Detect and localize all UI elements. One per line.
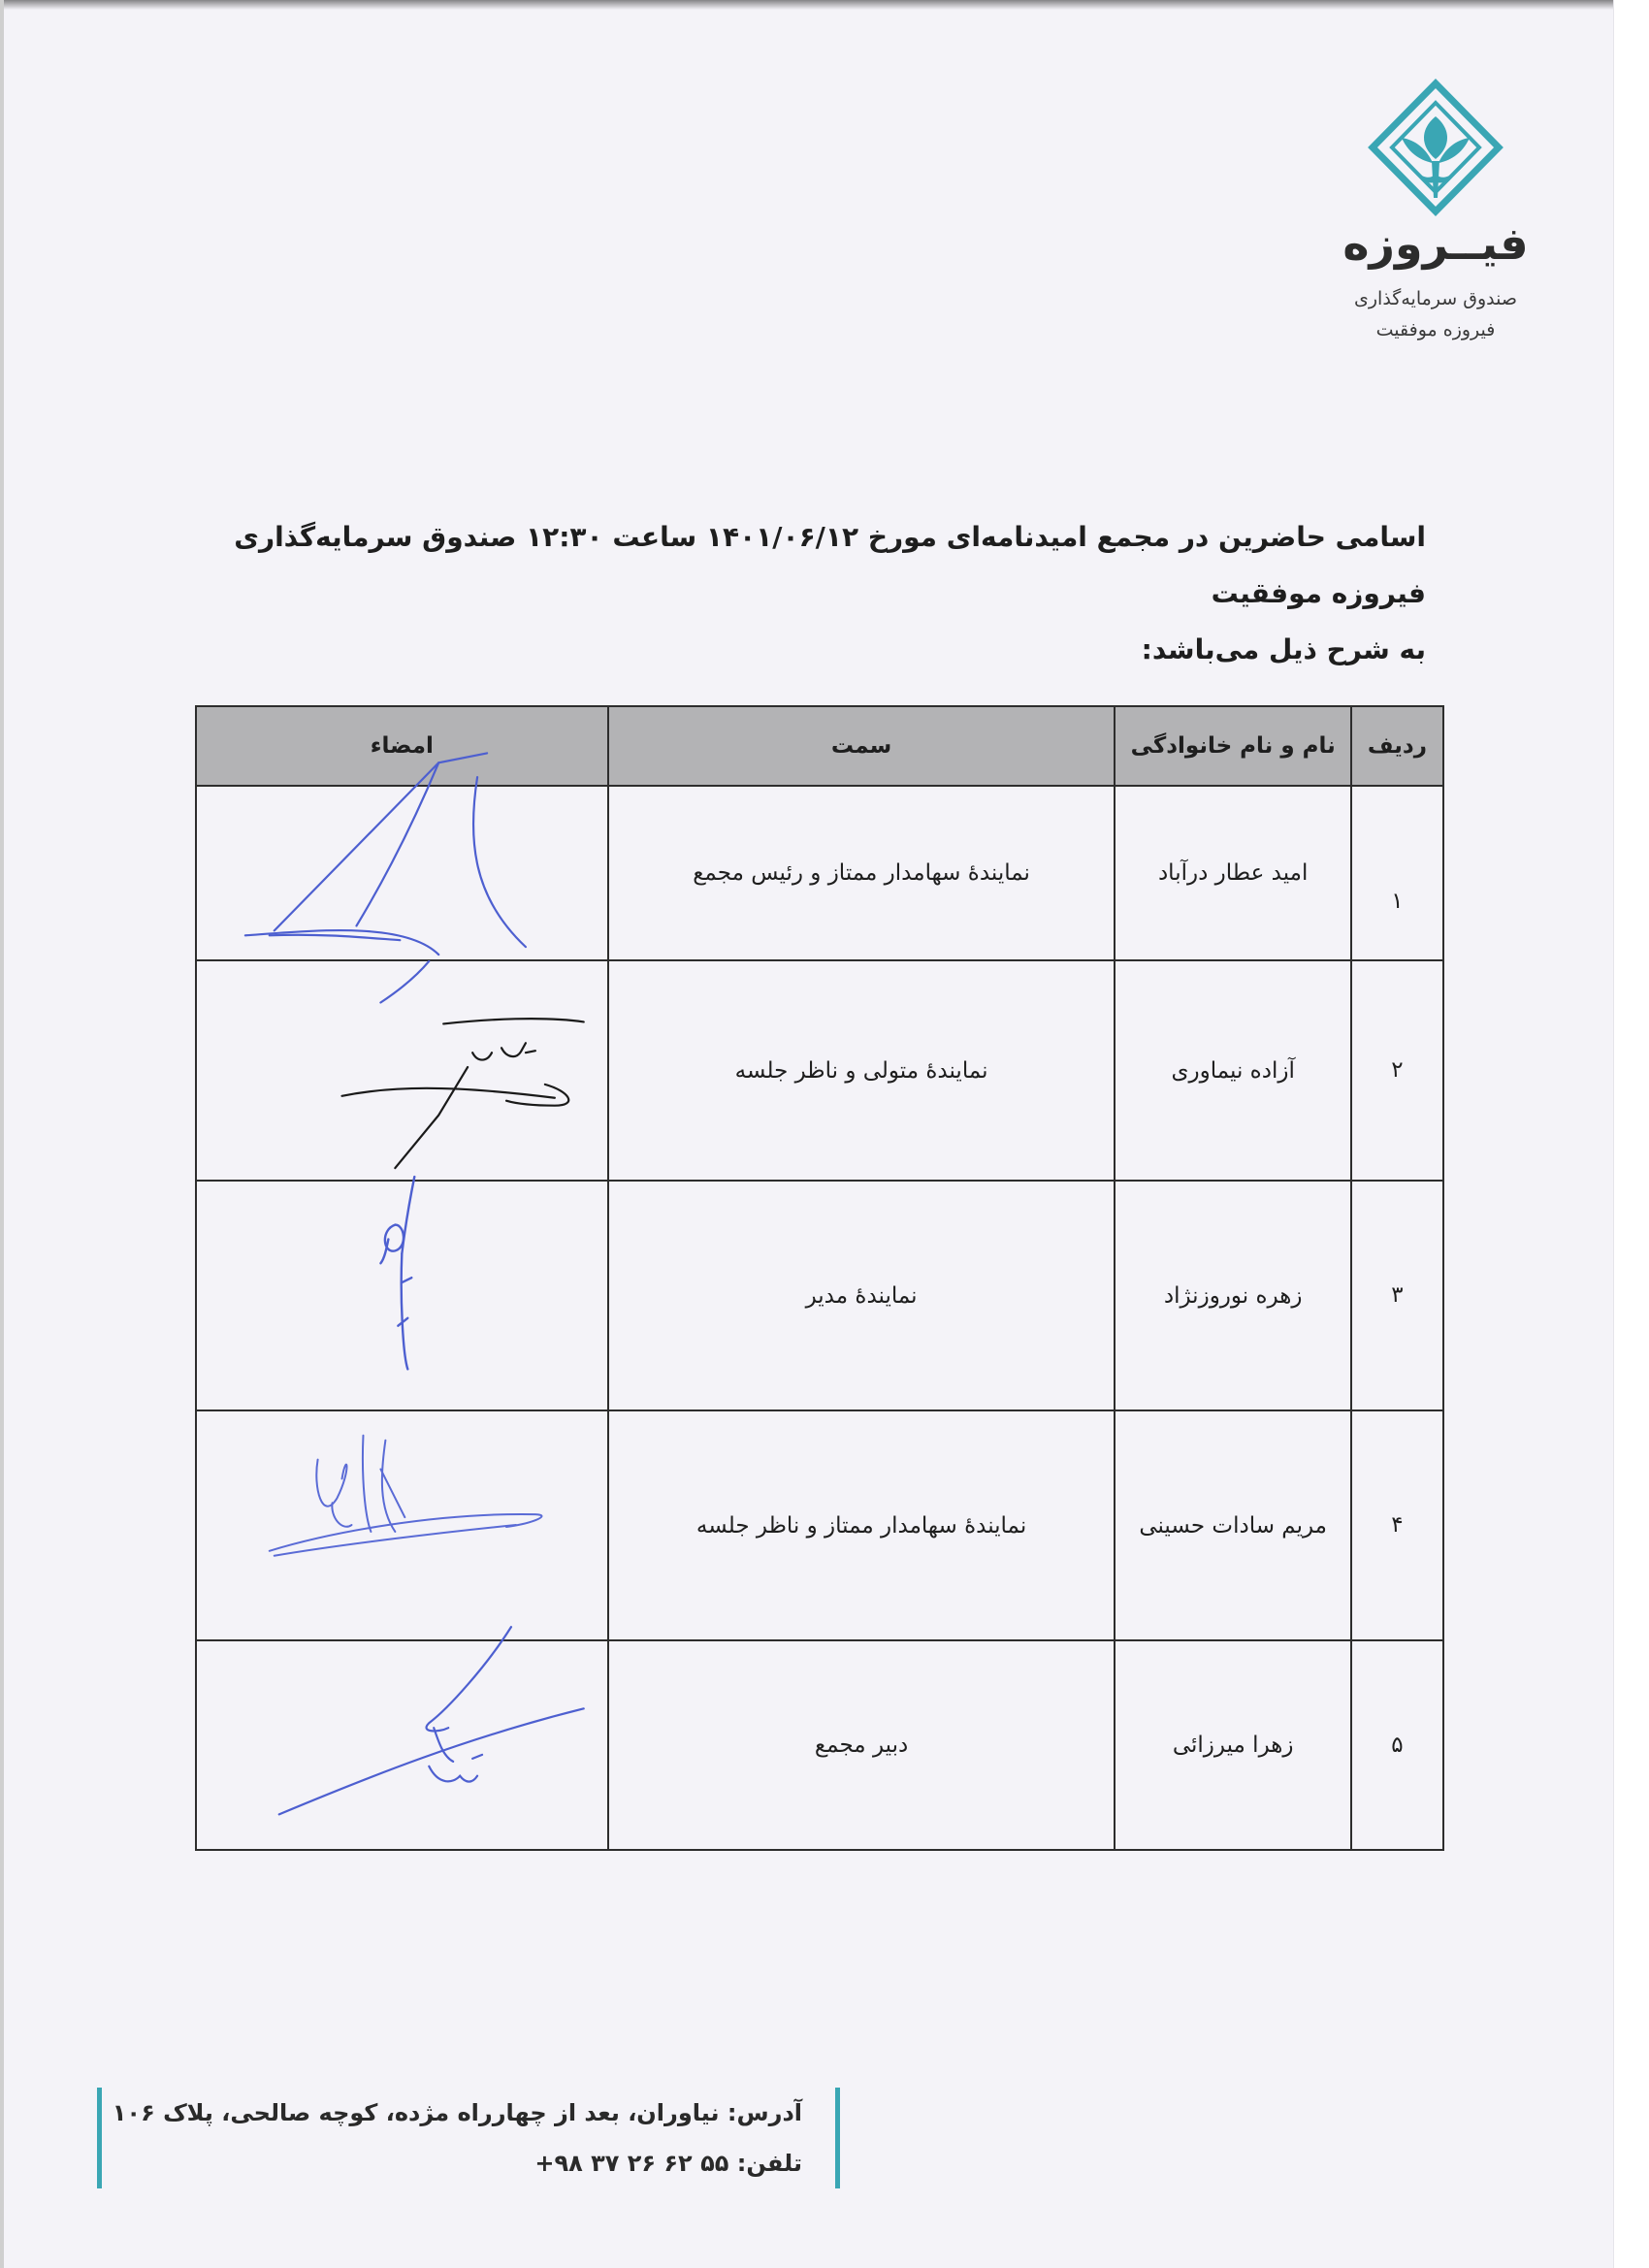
row-number: ۵ bbox=[1351, 1640, 1443, 1850]
signature-cell bbox=[196, 960, 608, 1181]
signature-cell bbox=[196, 1410, 608, 1640]
row-number: ۴ bbox=[1351, 1410, 1443, 1640]
firouzeh-emblem-icon bbox=[1363, 78, 1508, 221]
scan-top-edge bbox=[0, 0, 1649, 10]
intro-line-1: اسامی حاضرین در مجمع امیدنامه‌ای مورخ ۱۴۰۱/۰۶/۱۲ ساعت ۱۲:۳۰ صندوق سرمایه‌گذاری فیروزه موفقیت bbox=[234, 521, 1426, 609]
attendee-role: نمایندهٔ متولی و ناظر جلسه bbox=[608, 960, 1116, 1181]
attendee-name: زهرا میرزائی bbox=[1115, 1640, 1350, 1850]
table-row bbox=[196, 1181, 1443, 1410]
scan-right-edge bbox=[1613, 0, 1649, 2268]
handwritten-signature bbox=[197, 1182, 607, 1409]
handwritten-signature bbox=[197, 1411, 607, 1639]
signature-cell bbox=[196, 1640, 608, 1850]
row-number: ۲ bbox=[1351, 960, 1443, 1181]
table-row bbox=[196, 786, 1443, 960]
attendee-name: زهره نوروزنژاد bbox=[1115, 1181, 1350, 1410]
header-name: نام و نام خانوادگی bbox=[1115, 706, 1350, 786]
table-row bbox=[196, 1640, 1443, 1850]
signature-cell bbox=[196, 1181, 608, 1410]
handwritten-signature bbox=[197, 787, 607, 959]
logo-subtitle-line2: فیروزه موفقیت bbox=[1375, 319, 1496, 340]
attendee-role: نمایندهٔ سهامدار ممتاز و ناظر جلسه bbox=[608, 1410, 1116, 1640]
logo-wordmark: فیــروزه bbox=[1342, 217, 1529, 270]
attendee-role: دبیر مجمع bbox=[608, 1640, 1116, 1850]
header-row-number: ردیف bbox=[1351, 706, 1443, 786]
header-signature: امضاء bbox=[196, 706, 608, 786]
attendees-table bbox=[195, 705, 1444, 1851]
footer-contact bbox=[97, 2088, 840, 2188]
intro-paragraph bbox=[194, 509, 1426, 678]
attendee-name: مریم سادات حسینی bbox=[1115, 1410, 1350, 1640]
row-number: ۳ bbox=[1351, 1181, 1443, 1410]
handwritten-signature bbox=[197, 961, 607, 1180]
intro-line-2: به شرح ذیل می‌باشد: bbox=[1141, 633, 1426, 665]
attendee-role: نمایندهٔ سهامدار ممتاز و رئیس مجمع bbox=[608, 786, 1116, 960]
company-logo bbox=[1339, 78, 1533, 345]
attendee-role: نمایندهٔ مدیر bbox=[608, 1181, 1116, 1410]
logo-subtitle bbox=[1339, 283, 1533, 345]
header-role: سمت bbox=[608, 706, 1116, 786]
scan-left-edge bbox=[0, 0, 4, 2268]
attendee-name: آزاده نیماوری bbox=[1115, 960, 1350, 1181]
signature-cell bbox=[196, 786, 608, 960]
attendee-name: امید عطار درآباد bbox=[1115, 786, 1350, 960]
table-row bbox=[196, 960, 1443, 1181]
table-row bbox=[196, 1410, 1443, 1640]
footer-address: آدرس: نیاوران، بعد از چهارراه مژده، کوچه صالحی، پلاک ۱۰۶ bbox=[112, 2099, 802, 2126]
table-header-row bbox=[196, 706, 1443, 786]
handwritten-signature bbox=[197, 1641, 607, 1849]
logo-subtitle-line1: صندوق سرمایه‌گذاری bbox=[1354, 288, 1517, 309]
row-number: ۱ bbox=[1351, 786, 1443, 960]
footer-phone: تلفن: ۵۵ ۶۲ ۲۶ ۳۷ ۹۸+ bbox=[534, 2150, 802, 2177]
